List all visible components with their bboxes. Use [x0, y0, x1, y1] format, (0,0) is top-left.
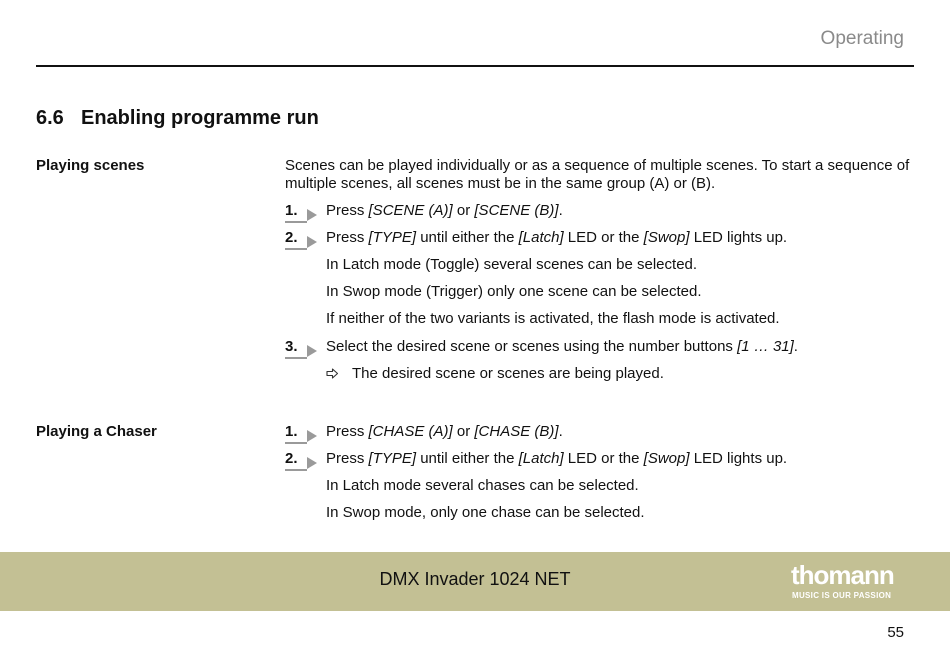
step-arrow-icon [307, 345, 317, 357]
step-text-part: LED or the [563, 229, 644, 246]
step-text-part: or [452, 202, 475, 219]
button-ref-scene-a: [SCENE (A)] [368, 202, 453, 219]
header-section-title: Operating [820, 28, 904, 49]
footer-product-name: DMX Invader 1024 NET [379, 569, 571, 589]
chaser-note: In Swop mode, only one chase can be selected. [326, 504, 645, 521]
section-heading [36, 107, 319, 130]
step-text-part: Press [326, 450, 369, 467]
step-number: 2. [285, 229, 298, 246]
thomann-logo [791, 562, 907, 602]
step-number: 3. [285, 338, 298, 355]
step-underline [285, 442, 307, 444]
step-text-part: LED lights up. [689, 450, 788, 467]
step-marker [285, 450, 319, 470]
step-arrow-icon [307, 236, 317, 248]
led-ref-latch: [Latch] [518, 229, 564, 246]
playing-scenes-label: Playing scenes [36, 157, 145, 174]
playing-scenes-intro: Scenes can be played individually or as a sequence of multiple scenes. To start a sequence of multiple scenes, all scenes must be in the same group (A) or (B). [285, 157, 910, 192]
logo-wordmark: thomann [791, 560, 894, 590]
step-text-part: Press [326, 202, 369, 219]
step-number: 1. [285, 423, 298, 440]
step-text-part: Press [326, 423, 369, 440]
step-text-part: . [558, 202, 563, 219]
scenes-note: In Latch mode (Toggle) several scenes can be selected. [326, 256, 698, 273]
step-text-part: Select the desired scene or scenes using the number buttons [326, 338, 738, 355]
scenes-step-1-text [326, 202, 563, 219]
button-ref-chase-a: [CHASE (A)] [368, 423, 453, 440]
section-number: 6.6 [36, 107, 64, 129]
button-ref-type: [TYPE] [368, 450, 417, 467]
step-number: 2. [285, 450, 298, 467]
step-marker [285, 229, 319, 249]
step-arrow-icon [307, 457, 317, 469]
scenes-step-2-text [326, 229, 787, 246]
logo-tagline: MUSIC IS OUR PASSION [792, 591, 892, 600]
step-underline [285, 221, 307, 223]
scenes-step-3-text [326, 338, 798, 355]
scenes-result-text: The desired scene or scenes are being played. [352, 365, 664, 382]
button-ref-type: [TYPE] [368, 229, 417, 246]
step-underline [285, 469, 307, 471]
led-ref-latch: [Latch] [518, 450, 564, 467]
step-arrow-icon [307, 209, 317, 221]
chaser-step-2-text [326, 450, 787, 467]
step-text-part: . [558, 423, 563, 440]
section-title: Enabling programme run [81, 107, 319, 129]
chaser-note: In Latch mode several chases can be selected. [326, 477, 639, 494]
step-text-part: LED lights up. [689, 229, 788, 246]
step-underline [285, 357, 307, 359]
button-ref-number-range: [1 … 31] [737, 338, 794, 355]
step-underline [285, 248, 307, 250]
step-marker [285, 338, 319, 358]
step-text-part: until either the [416, 229, 519, 246]
led-ref-swop: [Swop] [643, 229, 690, 246]
button-ref-chase-b: [CHASE (B)] [474, 423, 559, 440]
step-marker [285, 423, 319, 443]
scenes-note: If neither of the two variants is activated, the flash mode is activated. [326, 310, 780, 327]
step-number: 1. [285, 202, 298, 219]
step-text-part: or [452, 423, 475, 440]
led-ref-swop: [Swop] [643, 450, 690, 467]
button-ref-scene-b: [SCENE (B)] [474, 202, 559, 219]
step-arrow-icon [307, 430, 317, 442]
step-text-part: LED or the [563, 450, 644, 467]
step-text-part: until either the [416, 450, 519, 467]
step-text-part: Press [326, 229, 369, 246]
page-number: 55 [887, 624, 904, 641]
step-text-part: . [793, 338, 798, 355]
chaser-step-1-text [326, 423, 563, 440]
arrow-right-outline-icon [326, 366, 339, 382]
step-marker [285, 202, 319, 222]
header-divider [36, 65, 914, 67]
playing-chaser-label: Playing a Chaser [36, 423, 157, 440]
scenes-note: In Swop mode (Trigger) only one scene can be selected. [326, 283, 702, 300]
